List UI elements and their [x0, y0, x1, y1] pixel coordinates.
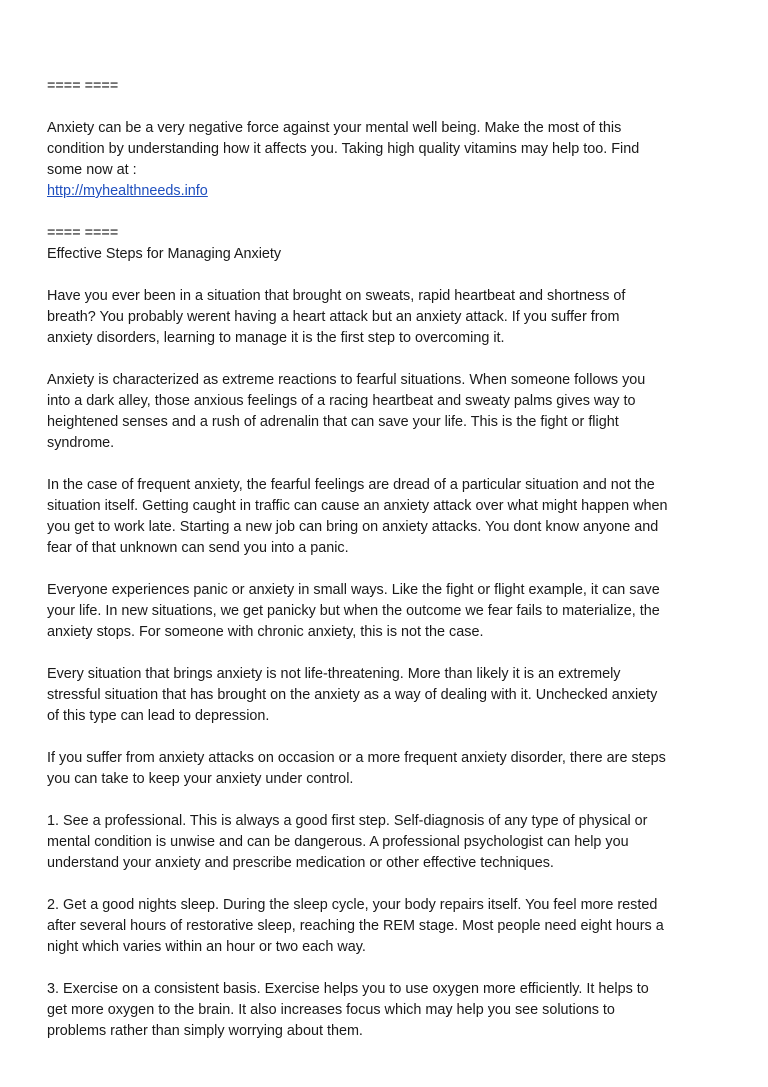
paragraph-line: get more oxygen to the brain. It also increases focus which may help you see solutions to	[47, 1002, 615, 1018]
article-title: Effective Steps for Managing Anxiety	[47, 246, 282, 262]
paragraph-line: situation itself. Getting caught in traffic can cause an anxiety attack over what might happen when	[47, 498, 668, 514]
paragraph-line: of this type can lead to depression.	[47, 708, 270, 724]
article-paragraph	[47, 895, 737, 958]
paragraph-line: Every situation that brings anxiety is not life-threatening. More than likely it is an extremely	[47, 666, 621, 682]
paragraph-line: you can take to keep your anxiety under control.	[47, 771, 354, 787]
paragraph-line: breath? You probably werent having a heart attack but an anxiety attack. If you suffer from	[47, 309, 620, 325]
paragraph-line: problems rather than simply worrying about them.	[47, 1023, 363, 1039]
paragraph-line: If you suffer from anxiety attacks on occasion or a more frequent anxiety disorder, there are steps	[47, 750, 666, 766]
article-body	[47, 286, 737, 1042]
intro-line: some now at :	[47, 162, 137, 178]
paragraph-line: night which varies within an hour or two each way.	[47, 939, 366, 955]
paragraph-line: anxiety disorders, learning to manage it is the first step to overcoming it.	[47, 330, 505, 346]
article-paragraph	[47, 370, 737, 454]
article-paragraph	[47, 811, 737, 874]
paragraph-line: your life. In new situations, we get panicky but when the outcome we fear fails to materialize, the	[47, 603, 660, 619]
paragraph-line: you get to work late. Starting a new job can bring on anxiety attacks. You dont know anyone and	[47, 519, 659, 535]
paragraph-line: Anxiety is characterized as extreme reactions to fearful situations. When someone follows you	[47, 372, 646, 388]
document-page	[47, 76, 737, 1063]
separator-top: ==== ====	[47, 78, 119, 94]
separator-bottom: ==== ====	[47, 225, 119, 241]
paragraph-line: after several hours of restorative sleep, reaching the REM stage. Most people need eight hours a	[47, 918, 664, 934]
paragraph-line: 3. Exercise on a consistent basis. Exercise helps you to use oxygen more efficiently. It helps to	[47, 981, 649, 997]
article-paragraph	[47, 748, 737, 790]
article-paragraph	[47, 664, 737, 727]
website-link[interactable]: http://myhealthneeds.info	[47, 183, 208, 199]
paragraph-line: heightened senses and a rush of adrenalin that can save your life. This is the fight or flight	[47, 414, 619, 430]
paragraph-line: In the case of frequent anxiety, the fearful feelings are dread of a particular situation and not the	[47, 477, 655, 493]
article-paragraph	[47, 580, 737, 643]
paragraph-line: into a dark alley, those anxious feelings of a racing heartbeat and sweaty palms gives way to	[47, 393, 636, 409]
paragraph-line: 1. See a professional. This is always a good first step. Self-diagnosis of any type of physical or	[47, 813, 648, 829]
intro-line: condition by understanding how it affects you. Taking high quality vitamins may help too. Find	[47, 141, 640, 157]
paragraph-line: anxiety stops. For someone with chronic anxiety, this is not the case.	[47, 624, 484, 640]
paragraph-line: mental condition is unwise and can be dangerous. A professional psychologist can help you	[47, 834, 629, 850]
paragraph-line: Everyone experiences panic or anxiety in small ways. Like the fight or flight example, it can save	[47, 582, 660, 598]
paragraph-line: Have you ever been in a situation that brought on sweats, rapid heartbeat and shortness of	[47, 288, 626, 304]
paragraph-line: 2. Get a good nights sleep. During the sleep cycle, your body repairs itself. You feel more rested	[47, 897, 658, 913]
paragraph-line: understand your anxiety and prescribe medication or other effective techniques.	[47, 855, 554, 871]
intro-line: Anxiety can be a very negative force against your mental well being. Make the most of this	[47, 120, 622, 136]
paragraph-line: stressful situation that has brought on the anxiety as a way of dealing with it. Unchecked anxiety	[47, 687, 658, 703]
paragraph-line: fear of that unknown can send you into a panic.	[47, 540, 349, 556]
intro-block	[47, 118, 737, 202]
paragraph-line: syndrome.	[47, 435, 115, 451]
article-paragraph	[47, 286, 737, 349]
article-paragraph	[47, 475, 737, 559]
article-paragraph	[47, 979, 737, 1042]
